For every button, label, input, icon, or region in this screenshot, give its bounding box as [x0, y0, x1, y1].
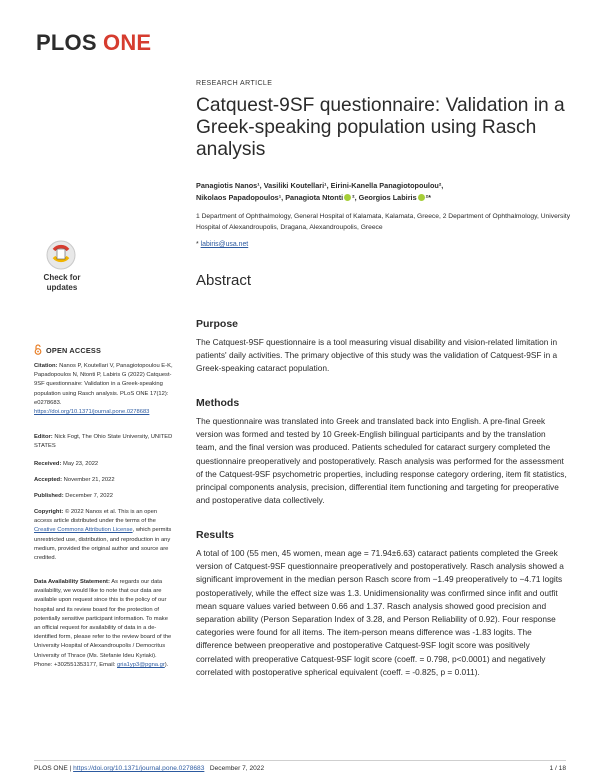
citation-doi-link[interactable]: https://doi.org/10.1371/journal.pone.0278683 — [34, 409, 150, 416]
footer-separator: | — [67, 765, 74, 772]
logo-one: ONE — [103, 30, 152, 55]
author-names-c: ²* — [425, 193, 431, 203]
copyright-label: Copyright: — [34, 509, 64, 515]
corresponding-email — [196, 241, 248, 248]
journal-logo[interactable] — [36, 30, 151, 56]
citation-text: Nanos P, Koutellari V, Panagiotopoulou E-K, Papadopoulos N, Ntonti P, Labiris G (2022) Catquest-9SF questionnaire: Validation in a Greek-speaking population using Rasch analysis. PLoS ONE 17(12): e0278683. — [34, 363, 173, 406]
affiliations: 1 Department of Ophthalmology, General Hospital of Kalamata, Kalamata, Greece, 2 Department of Ophthalmology, University Hospital of Alexandroupolis, Dragana, Alexandroupolis, Greece — [196, 213, 571, 231]
data-availability-text: As regards our data availability, we would like to note that our data are available upon request since this is the policy of our hospital and its review board for the protection of potentially sensitive participant information. To make an official request for availability of data in a de-identified form, please refer to the review board of the University Hospital of Alexandroupolis / Democritus University of Thrace (Ms. Stefanie Ideu Kyriaki). Phone: +302551353177, Email: — [34, 579, 172, 668]
footer-journal: PLOS ONE — [34, 765, 68, 772]
purpose-heading: Purpose — [196, 318, 239, 330]
received-label: Received: — [34, 461, 62, 467]
page-number: 1 / 18 — [549, 765, 566, 772]
author-list — [196, 180, 576, 205]
published-label: Published: — [34, 493, 64, 499]
data-availability-block — [34, 578, 174, 670]
email-star: * — [196, 241, 201, 248]
check-updates-label: Check for updates — [43, 273, 81, 292]
accepted-date: November 21, 2022 — [63, 477, 115, 483]
purpose-text: The Catquest-9SF questionnaire is a tool measuring visual disability and vision-related limitation in patients' daily activities. The primary objective of this study was the validation of Catquest-9SF in a Greek-speaking cataract population. — [196, 337, 558, 374]
copyright-text-b: , which permits unrestricted use, distribution, and reproduction in any medium, provided the original author and source are credited. — [34, 527, 172, 562]
received-block — [34, 460, 174, 469]
copyright-text-a: © 2022 Nanos et al. This is an open access article distributed under the terms of the — [34, 509, 158, 525]
logo-plos: PLOS — [36, 30, 97, 55]
article-type: RESEARCH ARTICLE — [196, 80, 273, 87]
data-availability-label: Data Availability Statement: — [34, 579, 110, 585]
methods-heading: Methods — [196, 397, 240, 409]
data-email-link[interactable]: gria1yp3@pgna.gr — [117, 661, 165, 668]
check-updates-icon — [46, 240, 76, 270]
author-names-b: ², Georgios Labiris — [352, 193, 417, 203]
copyright-block — [34, 508, 174, 563]
results-text: A total of 100 (55 men, 45 women, mean age = 71.94±6.63) cataract patients completed the Greek version of Catquest-9SF questionnaire preoperatively and postoperatively. Rasch analysis showed a significant improvement in the median person Rasch score from −1.49 preoperatively to −4.71 logits postoperatively, while the effect size was 1.3. Unidimensionality was confirmed since infit and outfit mean square values varied between 0.66 and 1.37. Rasch analysis showed good precision and separation ability (Person Separation Index of 3.28, and Person Reliability of 0.92). Four response categories were found for all items. The item-person means difference was -1.83 logits. The difference between preoperative and postoperative Catquest-9SF logit score was positively correlated with preoperative Catquest-9SF logit score (coeff. = 0.798, p<0.0001) and negatively correlated with postoperative spherical equivalent (coeff. = -0.825, p = 0.011). — [196, 548, 564, 677]
page-footer — [34, 765, 264, 772]
accepted-label: Accepted: — [34, 477, 63, 483]
open-access-text: OPEN ACCESS — [46, 346, 102, 355]
license-link[interactable]: Creative Commons Attribution License — [34, 527, 133, 534]
received-date: May 23, 2022 — [63, 461, 99, 467]
editor-label: Editor: — [34, 434, 53, 440]
citation-block — [34, 362, 174, 417]
editor-text: Nick Fogt, The Ohio State University, UNITED STATES — [34, 434, 173, 450]
author-line-2 — [196, 192, 576, 204]
methods-text: The questionnaire was translated into Greek and translated back into English. A pre-final Greek version was formed and tested by 10 Greek-English bilingual participants and by the translation team, and the final version was produced. Patients scheduled for cataract surgery completed the questionnaire preoperatively and postoperatively. Rasch analysis was performed for the assessment of the Catquest-9SF psychometric properties, including response category ordering, item fit statistics, principal components analysis, precision, differential item functioning and targeting for preoperative and postoperative data collectively. — [196, 416, 567, 506]
accepted-block — [34, 476, 174, 485]
email-link[interactable]: labiris@usa.net — [200, 241, 249, 248]
results-heading: Results — [196, 529, 234, 541]
abstract-heading: Abstract — [196, 272, 252, 289]
footer-doi-link[interactable]: https://doi.org/10.1371/journal.pone.0278683 — [73, 765, 205, 772]
open-access-label — [34, 344, 101, 355]
published-date: December 7, 2022 — [65, 493, 113, 499]
orcid-icon[interactable] — [344, 194, 351, 201]
footer-divider — [34, 760, 566, 761]
author-names-a: Nikolaos Papadopoulos¹, Panagiota Ntonti — [196, 193, 344, 203]
data-availability-end: ). — [164, 661, 169, 668]
editor-block — [34, 433, 174, 451]
published-block — [34, 492, 174, 501]
footer-date: December 7, 2022 — [209, 765, 265, 772]
citation-label: Citation: — [34, 363, 58, 369]
author-line-1: Panagiotis Nanos¹, Vasiliki Koutellari¹, Eirini-Kanella Panagiotopoulou², — [196, 181, 444, 190]
article-title: Catquest-9SF questionnaire: Validation in a Greek-speaking population using Rasch analysis — [196, 95, 565, 160]
open-lock-icon — [34, 344, 42, 355]
check-for-updates-badge[interactable] — [34, 240, 90, 302]
orcid-icon[interactable] — [418, 194, 425, 201]
